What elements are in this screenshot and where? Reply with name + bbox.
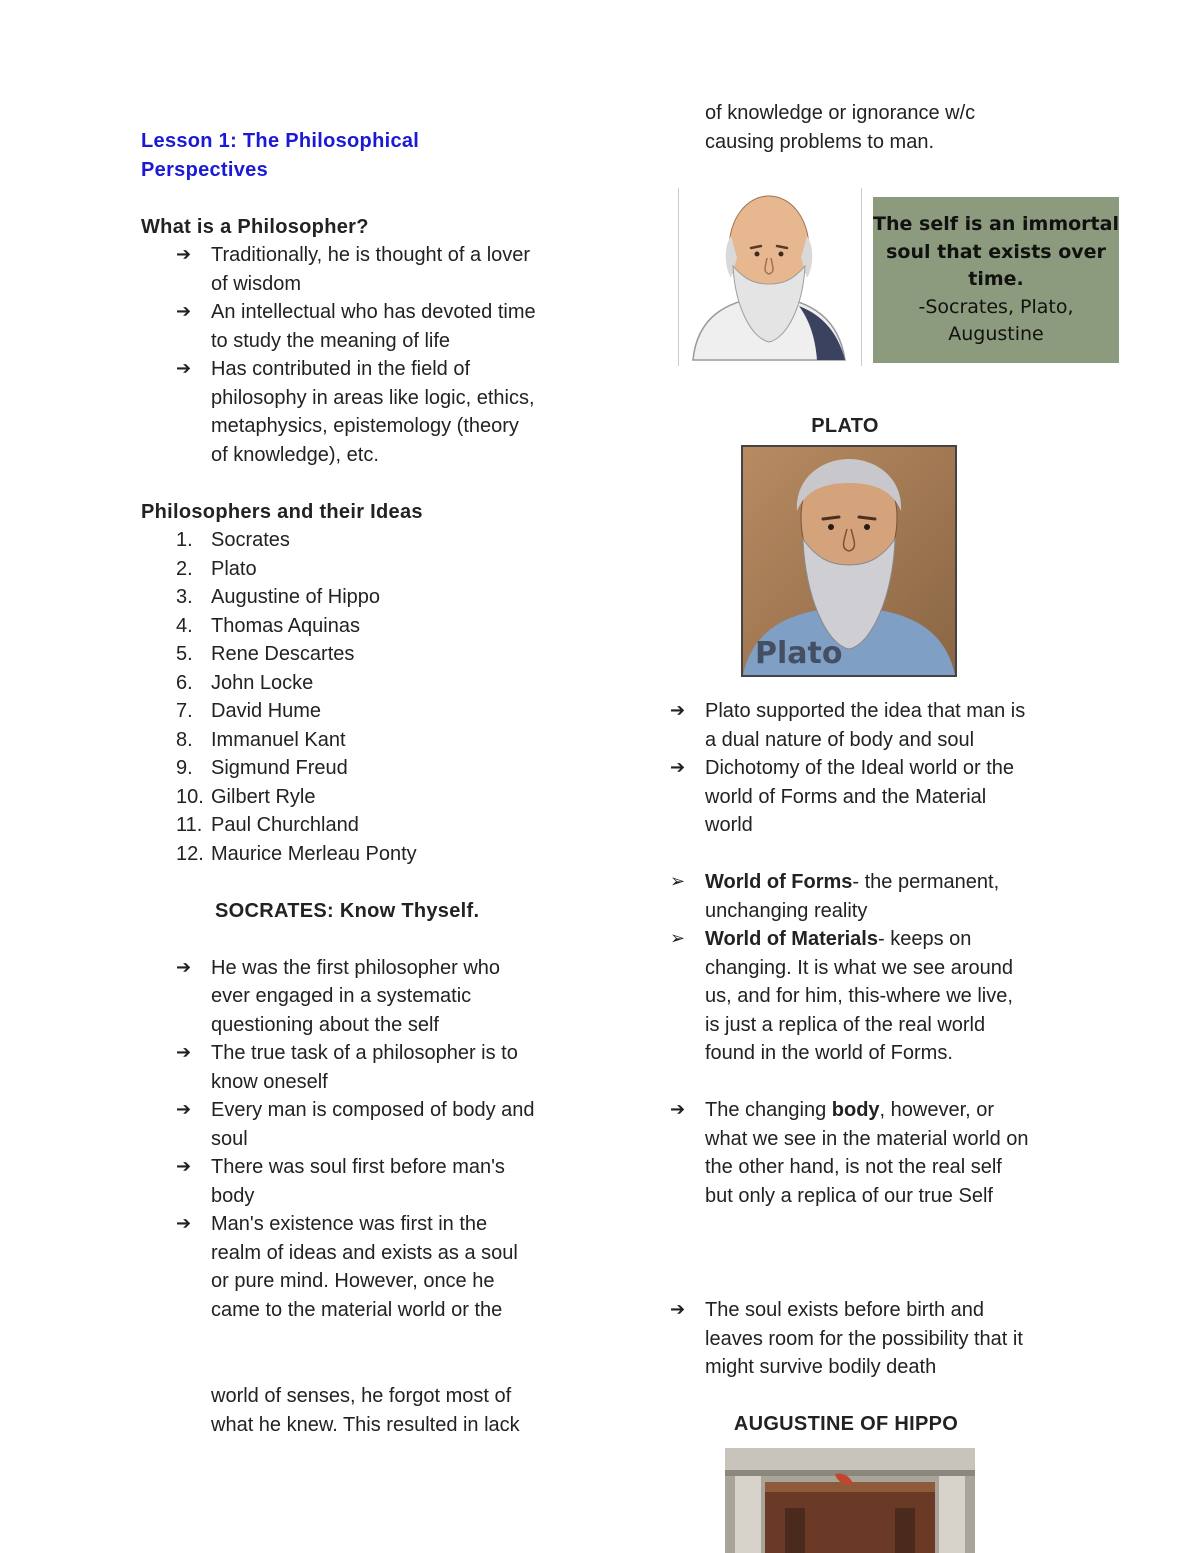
world-of-materials-term: World of Materials [705,928,878,950]
plato-content [670,697,1070,1210]
list-item: 2. Plato [176,557,257,580]
world-of-forms-term: World of Forms [705,871,853,893]
quote-box [873,197,1119,363]
list-item: 6. John Locke [176,671,314,694]
list-item: ➔ The changing body, however, or what we see in the material world on the other hand, is not the real self but only a replica of our true Self [670,1096,1070,1210]
list-item: 3. Augustine of Hippo [176,586,381,608]
philosophers-ideas-heading: Philosophers and their Ideas [141,500,423,523]
list-item: 8. Immanuel Kant [176,728,346,751]
lesson-title [141,127,581,184]
list-item: 4. Thomas Aquinas [176,614,360,637]
list-item: ➔ The soul exists before birth and leaves room for the possibility that it might survive bodily death [670,1296,1070,1382]
soul-content [670,1296,1070,1382]
list-item: 1. Socrates [176,529,290,551]
list-item: 10. Gilbert Ryle [176,785,316,808]
left-continued-text: world of senses, he forgot most of what he knew. This resulted in lack [211,1385,520,1436]
list-item: 12. Maurice Merleau Ponty [176,842,417,865]
list-item: ➔ Traditionally, he is thought of a lover of wisdom [176,241,581,298]
list-item: ➔ Plato supported the idea that man is a dual nature of body and soul [670,697,1070,754]
list-item: ➔ He was the first philosopher who ever engaged in a systematic questioning about the self [176,954,581,1040]
lesson-title-line1: Lesson 1: The Philosophical [141,130,420,152]
list-item: ➔ An intellectual who has devoted time to study the meaning of life [176,298,581,355]
worlds-list [670,868,1070,1068]
philosophers-list [176,526,581,868]
quote-line: time. [968,268,1024,291]
list-item: ➔ Every man is composed of body and soul [176,1096,581,1153]
left-column [141,127,581,1324]
socrates-heading: SOCRATES: Know Thyself. [215,899,480,922]
list-item: ➢ World of Forms- the permanent, unchanging reality [670,868,1070,925]
lesson-title-line2: Perspectives [141,158,269,181]
body-term: body [831,1099,880,1121]
list-item: ➔ Man's existence was first in the realm of ideas and exists as a soul or pure mind. However, once he came to the material world or the [176,1210,581,1324]
list-item: ➔ There was soul first before man's body [176,1153,581,1210]
soul-list [670,1296,1070,1382]
socrates-list [176,954,581,1325]
plato-list [670,697,1070,840]
quote-attribution: Augustine [948,323,1044,346]
list-item: ➔ Dichotomy of the Ideal world or the world of Forms and the Material world [670,754,1070,840]
plato-image-label: Plato [755,636,843,671]
augustine-painting-image [725,1448,975,1553]
quote-line: The self is an immortal [873,213,1119,236]
list-item: 7. David Hume [176,700,322,722]
list-item: ➔ The true task of a philosopher is to know oneself [176,1039,581,1096]
list-item: 9. Sigmund Freud [176,757,348,779]
augustine-portrait [725,1448,975,1553]
body-list [670,1096,1070,1210]
list-item: 5. Rene Descartes [176,643,355,665]
plato-portrait-image [743,447,955,675]
plato-portrait [741,445,957,677]
what-is-philosopher-heading: What is a Philosopher? [141,215,369,238]
quote-line: soul that exists over [886,240,1106,263]
what-list [176,241,581,469]
right-continued-text: of knowledge or ignorance w/c causing problems to man. [705,102,976,153]
socrates-bust-image [679,188,861,366]
list-item: ➔ Has contributed in the field of philosophy in areas like logic, ethics, metaphysics, epistemology (theory of knowledge), etc. [176,355,581,469]
list-item: 11. Paul Churchland [176,814,359,836]
quote-attribution: -Socrates, Plato, [918,295,1074,318]
augustine-heading: AUGUSTINE OF HIPPO [733,1413,959,1435]
plato-heading: PLATO [811,415,879,437]
socrates-portrait [678,188,862,366]
list-item: ➢ World of Materials- keeps on changing. It is what we see around us, and for him, this-where we live, is just a replica of the real world found in the world of Forms. [670,925,1070,1068]
